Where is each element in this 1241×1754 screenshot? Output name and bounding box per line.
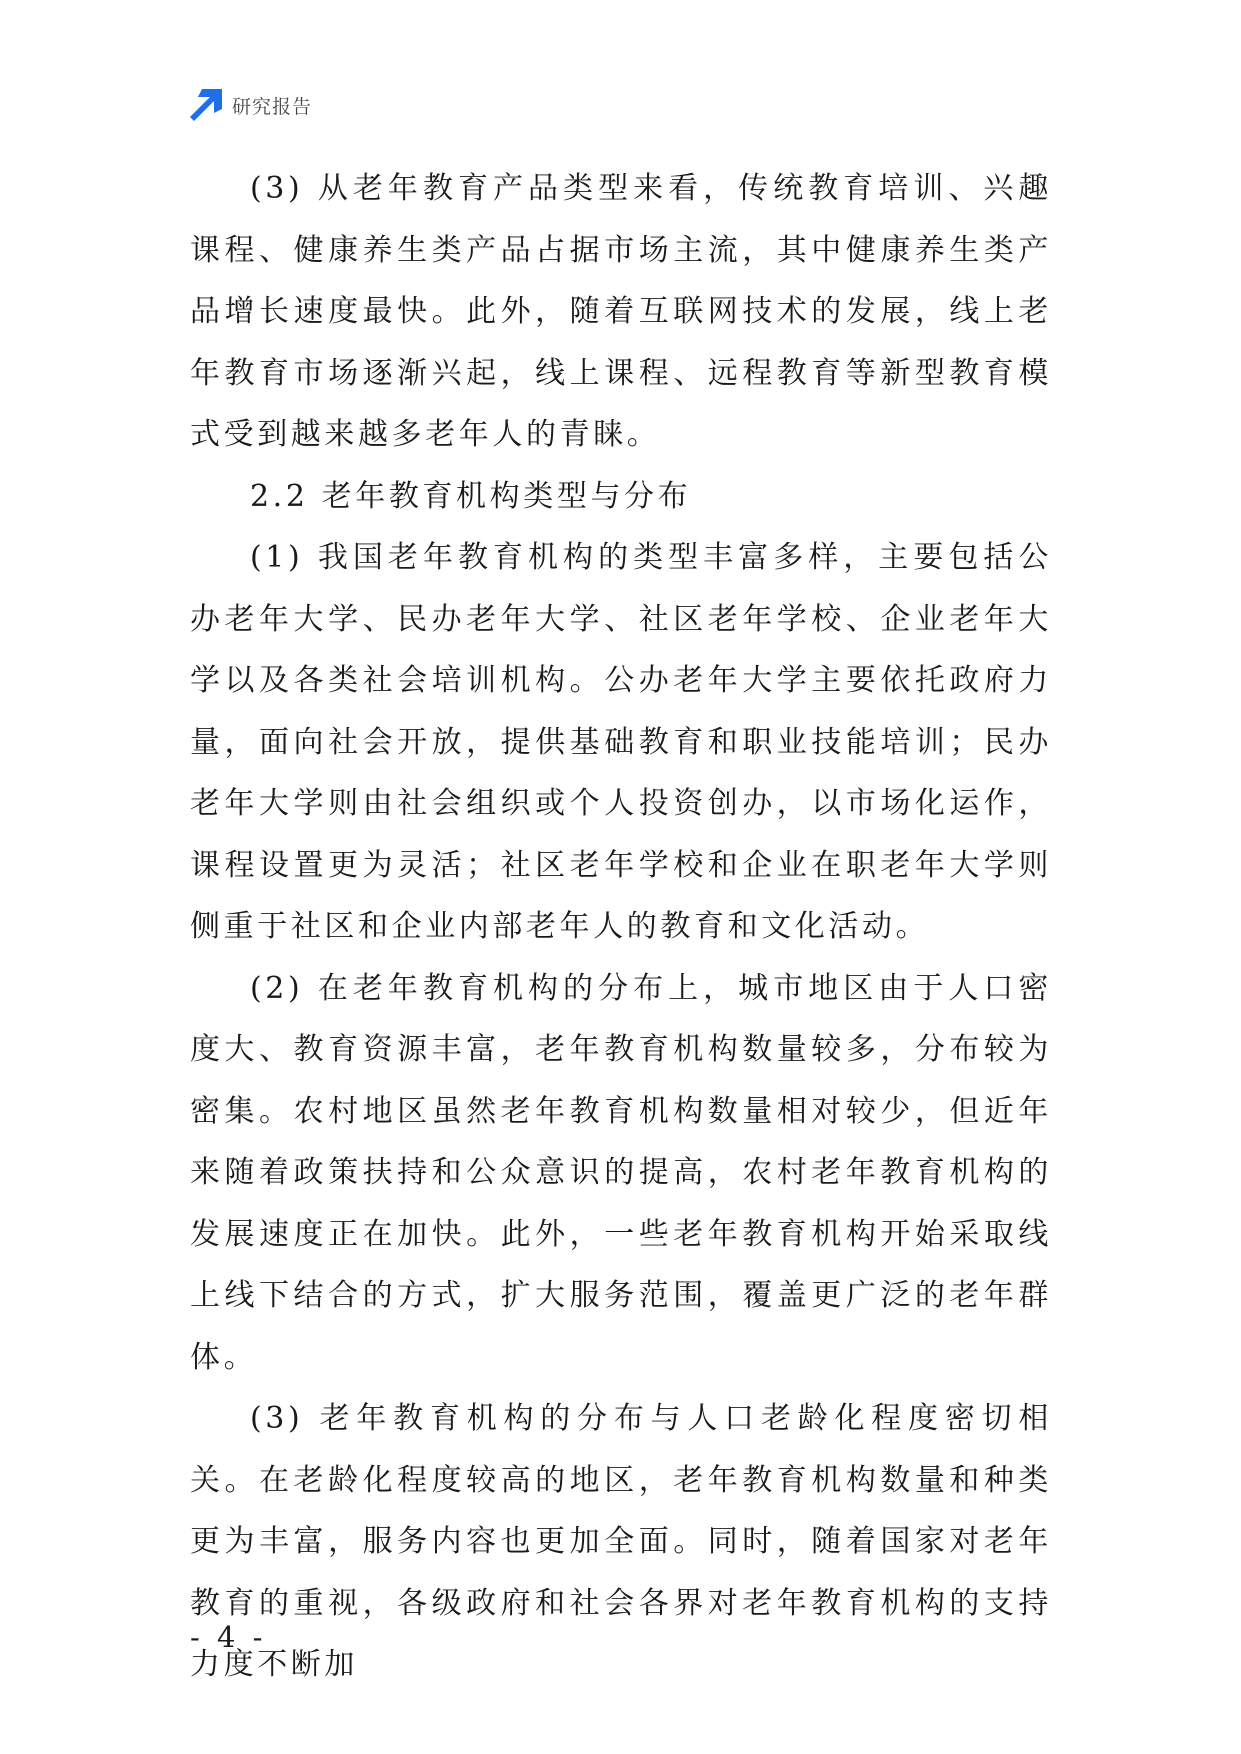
paragraph-aging-correlation: (3) 老年教育机构的分布与人口老龄化程度密切相关。在老龄化程度较高的地区，老年教育机构数量和种类更为丰富，服务内容也更加全面。同时，随着国家对老年教育的重视，各级政府和社会各界对老年教育机构的支持力度不断加 [190,1401,1052,1682]
paragraph-institution-types: (1) 我国老年教育机构的类型丰富多样，主要包括公办老年大学、民办老年大学、社区老年学校、企业老年大学以及各类社会培训机构。公办老年大学主要依托政府力量，面向社会开放，提供基础教育和职业技能培训；民办老年大学则由社会组织或个人投资创办，以市场化运作，课程设置更为灵活；社区老年学校和企业在职老年大学则侧重于社区和企业内部老年人的教育和文化活动。 [190,540,1052,944]
report-header [190,88,312,122]
paragraph-product-types: (3) 从老年教育产品类型来看，传统教育培训、兴趣课程、健康养生类产品占据市场主流，其中健康养生类产品增长速度最快。此外，随着互联网技术的发展，线上老年教育市场逐渐兴起，线上课程、远程教育等新型教育模式受到越来越多老年人的青睐。 [190,171,1052,452]
page-number: - 4 - [190,1620,267,1654]
document-body [190,158,1052,1696]
arrow-up-right-logo-icon [190,89,222,121]
header-label: 研究报告 [232,95,313,118]
paragraph-institution-distribution: (2) 在老年教育机构的分布上，城市地区由于人口密度大、教育资源丰富，老年教育机构数量较多，分布较为密集。农村地区虽然老年教育机构数量相对较少，但近年来随着政策扶持和公众意识的提高，农村老年教育机构的发展速度正在加快。此外，一些老年教育机构开始采取线上线下结合的方式，扩大服务范围，覆盖更广泛的老年群体。 [190,970,1052,1375]
section-heading-2-2: 2.2 老年教育机构类型与分布 [250,478,692,514]
